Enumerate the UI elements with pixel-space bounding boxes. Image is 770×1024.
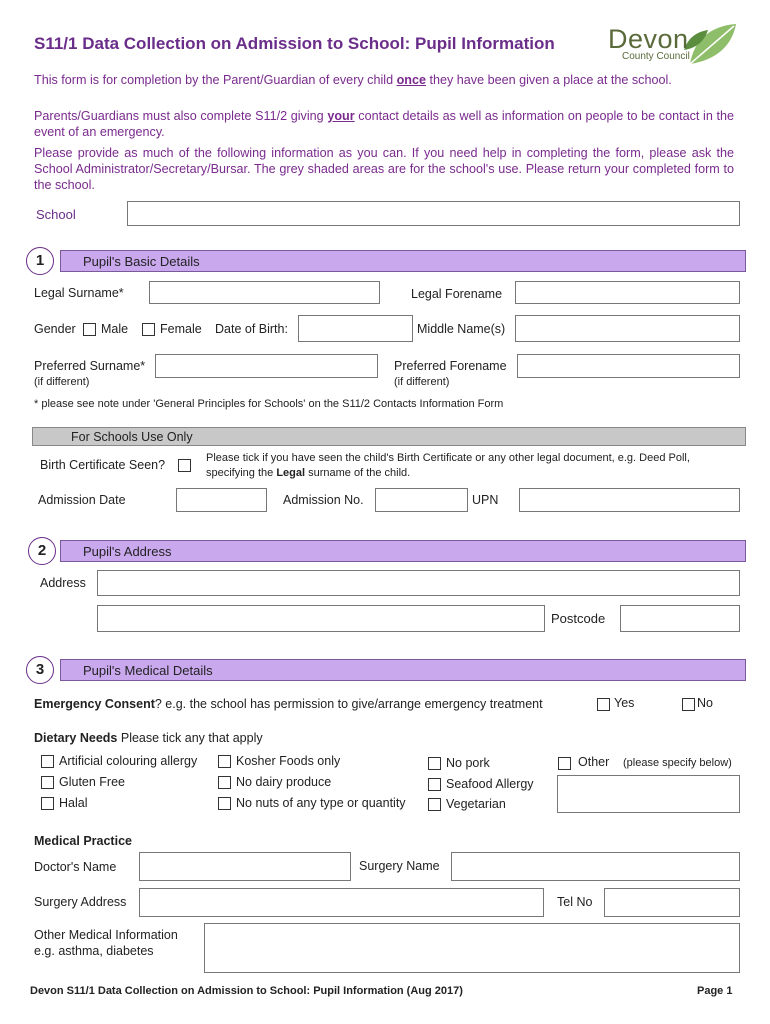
preferred-surname-label: Preferred Surname* — [34, 359, 146, 373]
section-3-number: 3 — [26, 656, 54, 684]
footer-title: Devon S11/1 Data Collection on Admission to School: Pupil Information (Aug 2017) — [30, 985, 463, 997]
consent-yes-label: Yes — [614, 696, 635, 710]
birth-cert-checkbox[interactable] — [178, 459, 191, 472]
dietary-needs-label: Dietary Needs Please tick any that apply — [34, 731, 263, 745]
male-checkbox[interactable] — [83, 323, 96, 336]
emergency-consent-label: Emergency Consent? e.g. the school has permission to give/arrange emergency treatment — [34, 697, 543, 711]
diet-other-checkbox[interactable] — [558, 757, 571, 770]
consent-no-label: No — [697, 696, 713, 710]
diet-kosher-label: Kosher Foods only — [236, 754, 341, 768]
schools-use-header: For Schools Use Only — [32, 427, 746, 446]
diet-halal-checkbox[interactable] — [41, 797, 54, 810]
diet-gluten-label: Gluten Free — [59, 775, 126, 789]
preferred-surname-input[interactable] — [155, 354, 378, 378]
consent-yes-checkbox[interactable] — [597, 698, 610, 711]
diet-other-note: (please specify below) — [623, 757, 732, 769]
legal-surname-label: Legal Surname* — [34, 286, 124, 300]
surgery-address-label: Surgery Address — [34, 895, 127, 909]
legal-forename-label: Legal Forename — [411, 287, 503, 301]
diet-gluten-checkbox[interactable] — [41, 776, 54, 789]
admission-no-input[interactable] — [375, 488, 468, 512]
school-input[interactable] — [127, 201, 740, 226]
female-label: Female — [160, 322, 202, 336]
birth-cert-label: Birth Certificate Seen? — [40, 458, 166, 472]
tel-no-label: Tel No — [557, 895, 593, 909]
admission-no-label: Admission No. — [283, 493, 364, 507]
dob-input[interactable] — [298, 315, 413, 342]
preferred-forename-input[interactable] — [517, 354, 740, 378]
diet-artificial-label: Artificial colouring allergy — [59, 754, 198, 768]
if-different-label: (if different) — [394, 376, 450, 388]
doctor-name-label: Doctor's Name — [34, 860, 117, 874]
diet-other-label: Other — [578, 755, 610, 769]
surname-note: * please see note under 'General Principles for Schools' on the S11/2 Contacts Information Form — [34, 398, 504, 410]
logo-subtext: County Council — [622, 51, 690, 62]
address-input-line-1[interactable] — [97, 570, 740, 596]
medical-practice-heading: Medical Practice — [34, 834, 132, 848]
diet-no-nuts-checkbox[interactable] — [218, 797, 231, 810]
upn-input[interactable] — [519, 488, 740, 512]
logo-text: Devon — [608, 24, 689, 54]
diet-no-nuts-label: No nuts of any type or quantity — [236, 796, 406, 810]
school-label: School — [36, 207, 76, 222]
section-1-number: 1 — [26, 247, 54, 275]
female-checkbox[interactable] — [142, 323, 155, 336]
section-2-header: Pupil's Address — [60, 540, 746, 562]
diet-other-input[interactable] — [557, 775, 740, 813]
admission-date-input[interactable] — [176, 488, 267, 512]
address-input-line-2[interactable] — [97, 605, 545, 632]
dob-label: Date of Birth: — [215, 322, 288, 336]
if-different-label: (if different) — [34, 376, 90, 388]
middle-names-input[interactable] — [515, 315, 740, 342]
intro-paragraph-2: Parents/Guardians must also complete S11/2 giving your contact details as well as information on people to be contact in the event of an emergency. — [34, 109, 735, 139]
other-medical-label: Other Medical Information — [34, 928, 178, 942]
surgery-name-label: Surgery Name — [359, 859, 440, 873]
diet-no-pork-checkbox[interactable] — [428, 757, 441, 770]
intro-paragraph-1: This form is for completion by the Parent/Guardian of every child once they have been given a place at the school. — [34, 73, 672, 87]
diet-no-pork-label: No pork — [446, 756, 490, 770]
intro-paragraph-3: Please provide as much of the following information as you can. If you need help in completing the form, please ask the School Administrator/Secretary/Bursar. The grey shaded areas are for the school's use. Please return your completed form to the school. — [34, 146, 734, 192]
section-1-header: Pupil's Basic Details — [60, 250, 746, 272]
admission-date-label: Admission Date — [38, 493, 126, 507]
legal-forename-input[interactable] — [515, 281, 740, 304]
gender-label: Gender — [34, 322, 76, 336]
surgery-address-input[interactable] — [139, 888, 544, 917]
surgery-name-input[interactable] — [451, 852, 740, 881]
male-label: Male — [101, 322, 129, 336]
postcode-input[interactable] — [620, 605, 740, 632]
address-label: Address — [40, 576, 86, 590]
diet-vegetarian-label: Vegetarian — [446, 797, 506, 811]
page-number: Page 1 — [697, 985, 733, 997]
section-3-header: Pupil's Medical Details — [60, 659, 746, 681]
upn-label: UPN — [472, 493, 499, 507]
diet-halal-label: Halal — [59, 796, 88, 810]
diet-seafood-checkbox[interactable] — [428, 778, 441, 791]
doctor-name-input[interactable] — [139, 852, 351, 881]
diet-seafood-label: Seafood Allergy — [446, 777, 534, 791]
other-medical-example: e.g. asthma, diabetes — [34, 944, 154, 958]
diet-kosher-checkbox[interactable] — [218, 755, 231, 768]
diet-vegetarian-checkbox[interactable] — [428, 798, 441, 811]
consent-no-checkbox[interactable] — [682, 698, 695, 711]
diet-no-dairy-label: No dairy produce — [236, 775, 332, 789]
tel-no-input[interactable] — [604, 888, 740, 917]
postcode-label: Postcode — [551, 611, 606, 626]
other-medical-input[interactable] — [204, 923, 740, 973]
section-2-number: 2 — [28, 537, 56, 565]
birth-cert-note: Please tick if you have seen the child's Birth Certificate or any other legal document, e.g. Deed Poll, specifying the Legal surname of the child. — [206, 452, 690, 479]
preferred-forename-label: Preferred Forename — [394, 359, 507, 373]
diet-artificial-checkbox[interactable] — [41, 755, 54, 768]
middle-names-label: Middle Name(s) — [417, 322, 506, 336]
legal-surname-input[interactable] — [149, 281, 380, 304]
diet-no-dairy-checkbox[interactable] — [218, 776, 231, 789]
page-title: S11/1 Data Collection on Admission to School: Pupil Information — [34, 34, 555, 53]
